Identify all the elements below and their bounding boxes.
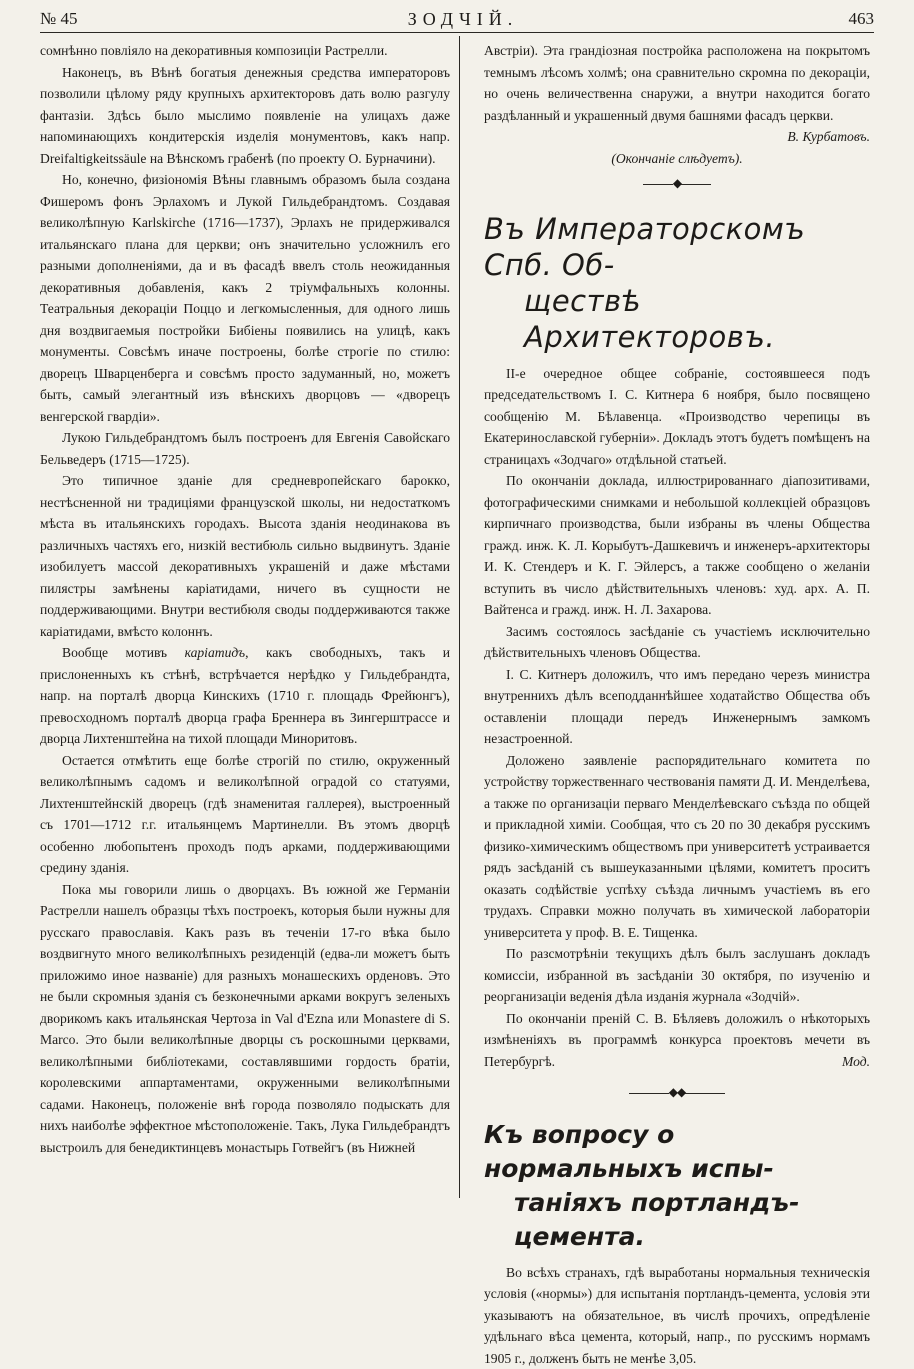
text-run: По окончаніи преній С. В. Бѣляевъ доложилъ о нѣкоторыхъ измѣненіяхъ въ программѣ конкурса проектовъ мечети въ Петербургѣ.	[484, 1011, 870, 1069]
paragraph: Австріи). Эта грандіозная постройка расположена на покрытомъ темнымъ лѣсомъ холмѣ; она сравнительно скромна по декораціи, но очень величественна снаружи, а внутри находится богато раздѣланный и украшенный двумя башнями фасадъ церкви.	[484, 40, 870, 126]
paragraph: Лукою Гильдебрандтомъ былъ построенъ для Евгенія Савойскаго Бельведеръ (1715—1725).	[40, 427, 450, 470]
paragraph: сомнѣнно повліяло на декоративныя композиціи Растрелли.	[40, 40, 450, 62]
right-column	[484, 40, 870, 1369]
left-column	[40, 40, 450, 1158]
ornament-divider: ◆	[484, 173, 870, 195]
paragraph: Доложено заявленіе распорядительнаго комитета по устройству торжественнаго чествованія памяти Д. И. Менделѣева, а также по организаціи перваго Менделѣевскаго съѣзда по общей и прикладной химіи. Сообщая, что съ 20 по 30 декабря русскимъ физико-химическимъ обществомъ при университетѣ устраивается рядъ засѣданій съ вышеуказанными цѣлями, комитетъ проситъ оказать содѣйствіе успѣху съѣзда личнымъ участіемъ въ его трудахъ. Справки можно получать въ химической лабораторіи университета у проф. В. Е. Тищенка.	[484, 750, 870, 944]
paragraph: Но, конечно, физіономія Вѣны главнымъ образомъ была создана Фишеромъ фонъ Эрлахомъ и Лукой Гильдебрандтомъ. Создавая великолѣпную Karlskirche (1716—1737), Эрлахъ не придерживался итальянскаго плана для церкви; онъ значительно усложнилъ его разными дополненіями, да и въ фасадѣ ввелъ столь неожиданныя декоративныя добавленія, какъ 2 тріумфальныхъ колонны. Театральныя декораціи Поццо и легкомысленныя, для одного лишь дня воздвигаемыя постройки Бибіены появились на улицѣ, какъ монументы. Совсѣмъ иначе построены, болѣе строгіе по стилю: дворецъ Шварценберга и совсѣмъ просто задуманный, но, можетъ быть, самый элегантный изъ вѣнскихъ дворцовъ — «дворецъ венгерской гвардіи».	[40, 169, 450, 427]
page-number: 463	[848, 9, 874, 29]
text-run: , какъ свободныхъ, такъ и прислоненныхъ къ стѣнѣ, встрѣчается нерѣдко у Гильдебрандта, напр. на порталѣ дворца Кинскихъ (1710 г. площадь Фрейюнгъ), превосходномъ порталѣ дворца графа Бреннера въ Зингерштрассе и дворца Лихтенштейна на тихой площади Миноритовъ.	[40, 645, 450, 746]
paragraph: Пока мы говорили лишь о дворцахъ. Въ южной же Германіи Растрелли нашелъ образцы тѣхъ построекъ, которыя были нужны для русскаго православія. Какъ разъ въ теченіи 17-го вѣка было воздвигнуто много великолѣпныхъ резиденцій (едва-ли можетъ быть приложимо иное названіе) для разныхъ монашескихъ орденовъ. Это не были скромныя зданія съ безконечными арками вокругъ зеленыхъ дворикомъ какъ итальянская Чертоза in Val d'Ezna или Monastere di S. Marco. Это были великолѣпные дворцы съ роскошными церквами, великолѣпными библіотеками, составлявшими гордость братіи, королевскими аппартаментами, окруженными великолѣпными садами. Наконецъ, положеніе внѣ города позволяло подыскать для нихъ наиболѣе эффектное мѣстоположеніе. Такъ, Лука Гильдебрандтъ выстроилъ для бенедиктинцевъ монастырь Готвейгъ (въ Нижней	[40, 879, 450, 1159]
paragraph: II-е очередное общее собраніе, состоявшееся подъ председательствомъ I. С. Китнера 6 ноября, было посвящено сообщенію М. Бѣлавенца. «Производство черепицы въ Екатеринославской губерніи». Докладъ этотъ будетъ помѣщенъ на страницахъ «Зодчаго» отдѣльной статьей.	[484, 363, 870, 471]
author-signature: Мод.	[820, 1051, 870, 1073]
heading-line: ществѣ Архитекторовъ.	[484, 283, 870, 355]
section-heading	[484, 211, 870, 355]
column-divider	[459, 36, 460, 1198]
paragraph	[40, 642, 450, 750]
paragraph: Во всѣхъ странахъ, гдѣ выработаны нормальныя техническія условія («нормы») для испытанія портландъ-цемента, условія эти указываютъ на обязательное, въ числѣ прочихъ, опредѣленіе удѣльнаго вѣса цемента, который, напр., по русскимъ нормамъ 1905 г., долженъ быть не менѣе 3,05.	[484, 1262, 870, 1369]
paragraph: Это типичное зданіе для средневропейскаго барокко, нестѣсненной ни традиціями французской школы, ни недостаткомъ мѣста въ итальянскихъ городахъ. Высота зданія неодинакова въ различныхъ частяхъ его, низкій вестибюль сильно выдвинутъ. Зданіе изобилуетъ массой декоративныхъ украшеній и даже мѣстами пилястры замѣнены каріатидами, ничего въ сущности не поддерживающими. Внутри вестибюля своды поддерживаются также каріатидами, вмѣсто колоннъ.	[40, 470, 450, 642]
heading-line: Къ вопросу о нормальныхъ испы-	[484, 1118, 870, 1186]
heading-line: таніяхъ портландъ-цемента.	[484, 1186, 870, 1254]
paragraph: Наконецъ, въ Вѣнѣ богатыя денежныя средства императоровъ позволили цѣлому ряду крупныхъ архитекторовъ дать волю разгулу фантазіи. Здѣсь было мыслимо появленіе на улицахъ даже напоминающихъ кондитерскія изделія монументовъ, какъ напр. Dreifaltigkeitssäule на Вѣнскомъ грабенѣ (по проекту О. Бурначини).	[40, 62, 450, 170]
heading-line: Въ Императорскомъ Спб. Об-	[484, 211, 870, 283]
continued-note: (Окончаніе слѣдуетъ).	[484, 148, 870, 170]
paragraph: Остается отмѣтить еще болѣе строгій по стилю, окруженный великолѣпнымъ садомъ и великолѣпной оградой со статуями, Лихтенштейнскій дворецъ (гдѣ знаменитая галлерея), выстроенный съ 1701—1712 г.г. итальянцемъ Мартинелли. Въ этомъ дворцѣ особенно любопытенъ проходъ подъ арками, поддерживающими средину зданія.	[40, 750, 450, 879]
page-header	[40, 6, 874, 33]
journal-title: ЗОДЧIЙ.	[408, 9, 519, 30]
paragraph: Засимъ состоялось засѣданіе съ участіемъ исключительно дѣйствительныхъ членовъ Общества.	[484, 621, 870, 664]
issue-number: № 45	[40, 9, 77, 29]
paragraph: По разсмотрѣніи текущихъ дѣлъ былъ заслушанъ докладъ комиссіи, избранной въ засѣданіи 30 октября, по изученію и реорганизаціи веденія дѣла изданія журнала «Зодчій».	[484, 943, 870, 1008]
section-heading	[484, 1118, 870, 1254]
text-run: Вообще мотивъ	[62, 645, 185, 660]
paragraph: По окончаніи доклада, иллюстрированнаго діапозитивами, фотографическими снимками и небольшой коллекціей образцовъ кирпичнаго производства, были избраны въ члены Общества гражд. инж. К. Л. Корыбутъ-Дашкевичъ и инженеръ-архитекторы И. К. Стендеръ и К. Г. Эйлерсъ, а также сообщено о желаніи вступить въ число дѣйствительныхъ членовъ: худ. арх. А. П. Вайтенса и гражд. инж. Н. Л. Захарова.	[484, 470, 870, 621]
paragraph: I. С. Китнеръ доложилъ, что имъ передано черезъ министра внутреннихъ дѣлъ всеподданнѣйшее ходатайство Общества объ оставленіи площади передъ Инженернымъ замкомъ незастроенной.	[484, 664, 870, 750]
ornament-divider: ◆◆	[484, 1082, 870, 1104]
emphasis: каріатидъ	[185, 645, 246, 660]
paragraph	[484, 1008, 870, 1073]
author-signature: В. Курбатовъ.	[484, 126, 870, 148]
